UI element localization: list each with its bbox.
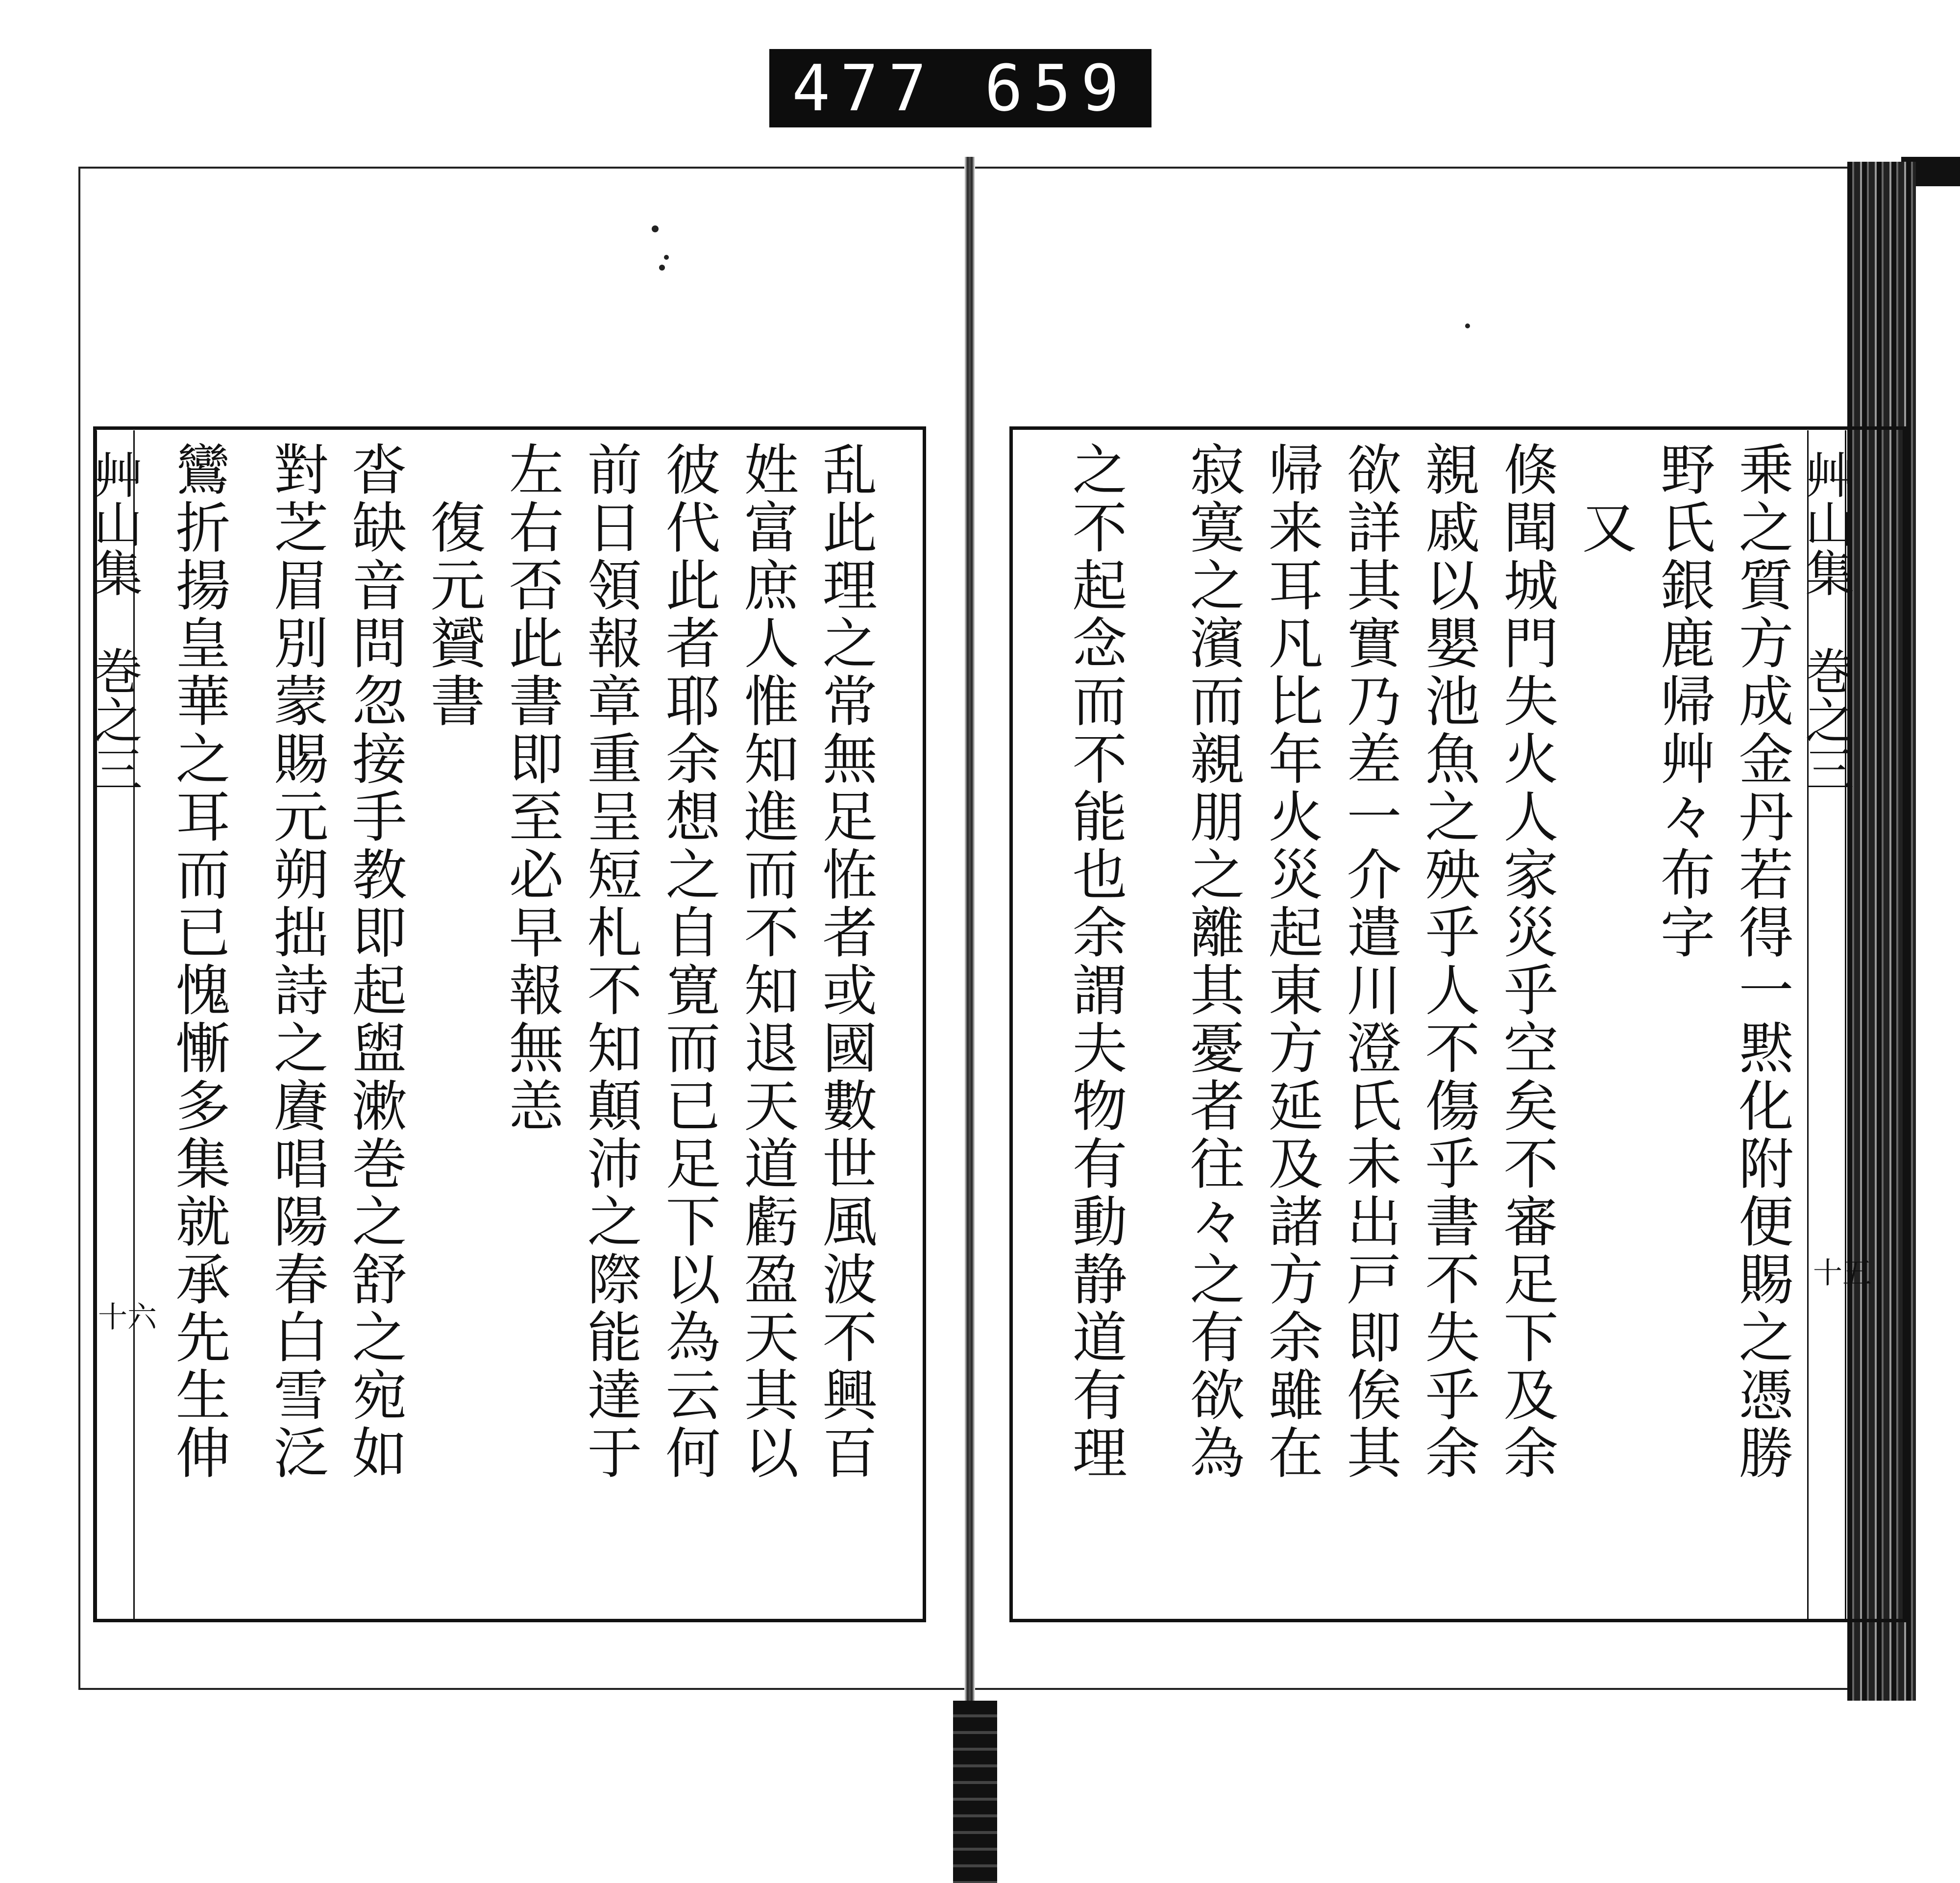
text-column: 鸞折揚皇華之耳而已愧慚多集就承先生伸	[167, 441, 230, 1482]
text-column: 左右否此書即至必早報無恙	[500, 441, 564, 1135]
text-column: 乗之質方成金丹若得一黙化附便賜之憑勝	[1730, 441, 1793, 1482]
text-column: 野氏銀鹿帰艸々布字	[1651, 441, 1715, 962]
text-column: 倏聞城門失火人家災乎空矣不審足下及余	[1494, 441, 1558, 1482]
text-column: 彼代此者耶余想之自寛而已足下以為云何	[657, 441, 720, 1482]
left-center-column	[85, 430, 143, 1619]
book-spine	[964, 157, 975, 1872]
right-folio-number: 十五	[1813, 1256, 1872, 1290]
text-column: 對芝眉別蒙賜元朔拙詩之賡唱陽春白雪泛	[265, 441, 328, 1482]
catalog-number-label: 477 659	[769, 49, 1152, 127]
left-book-title: 艸山集 巻之三	[85, 450, 143, 793]
ink-speck	[664, 255, 669, 260]
ink-speck	[652, 225, 659, 232]
text-column: 乱此理之常無足恠者或國數世風波不興百	[813, 441, 877, 1482]
text-column: 親戚以嬰池魚之殃乎人不傷乎書不失乎余	[1416, 441, 1480, 1482]
book-spine-foot	[953, 1701, 997, 1883]
section-heading: 又	[1573, 441, 1637, 557]
text-column: 沓缺音問忽接手教即起盥漱巻之舒之宛如	[343, 441, 407, 1482]
right-center-column	[1797, 430, 1854, 1619]
right-book-title: 艸山集 巻之三	[1797, 450, 1854, 793]
ink-speck	[1465, 323, 1470, 328]
text-column: 姓富庶人惟知進而不知退天道虧盈天其以	[735, 441, 799, 1482]
section-heading: 復元贇書	[421, 441, 485, 730]
ink-speck	[659, 265, 665, 271]
text-column: 欲詳其實乃差一介遣川澄氏未出戸即俟其	[1338, 441, 1401, 1482]
text-column: 前日領報章重呈短札不知顛沛之際能達于	[578, 441, 642, 1482]
text-column: 帰来耳凡比年火災起東方延及諸方余雖在	[1259, 441, 1323, 1482]
left-folio-number: 十六	[98, 1300, 157, 1335]
text-column: 之不起念而不能也余謂夫物有動静道有理	[1063, 441, 1127, 1482]
text-column: 寂寞之濱而親朋之離其憂者往々之有欲為	[1181, 441, 1245, 1482]
